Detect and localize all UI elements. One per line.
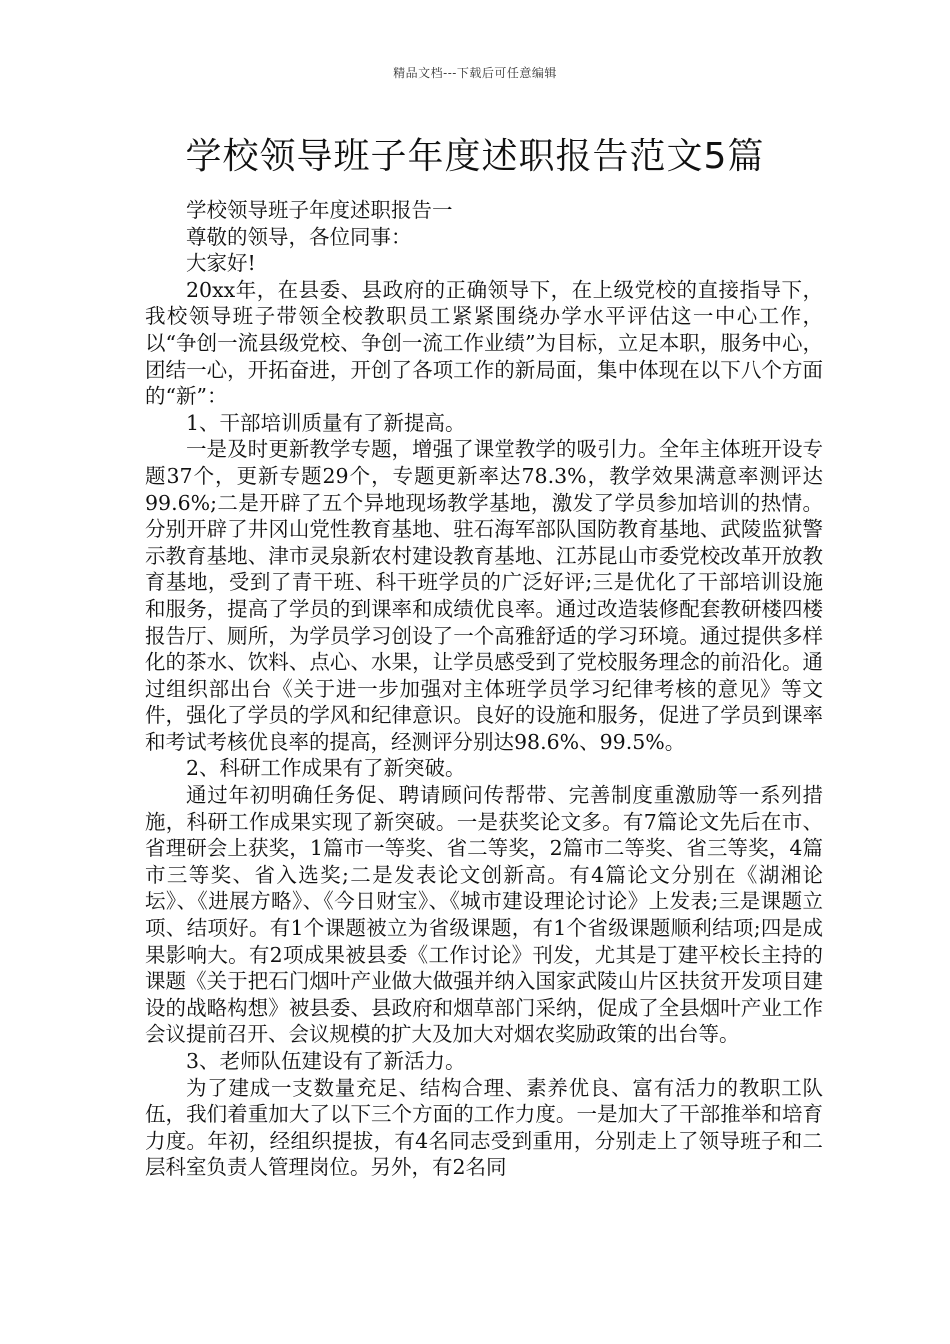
salutation: 尊敬的领导，各位同事： bbox=[186, 224, 412, 249]
page-header-note: 精品文档---下载后可任意编辑 bbox=[393, 66, 557, 80]
document-title: 学校领导班子年度述职报告范文5篇 bbox=[185, 136, 765, 177]
section-paragraph-1: 一是及时更新教学专题，增强了课堂教学的吸引力。全年主体班开设专题37个，更新专题29个，专题更新率达78.3%，教学效果满意率测评达99.6%;二是开辟了五个异地现场教学基地，激发了学员参加培训的热情。分别开辟了井冈山党性教育基地、驻石海军部队国防教育基地、武陵监狱警示教育基地、津市灵泉新农村建设教育基地、江苏昆山市委党校改革开放教育基地，受到了青干班、科干班学员的广泛好评;三是优化了干部培训设施和服务，提高了学员的到课率和成绩优良率。通过改造装修配套教研楼四楼报告厅、厕所，为学员学习创设了一个高雅舒适的学习环境。通过提供多样化的茶水、饮料、点心、水果，让学员感受到了党校服务理念的前沿化。通过组织部出台《关于进一步加强对主体班学员学习纪律考核的意见》等文件，强化了学员的学风和纪律意识。良好的设施和服务，促进了学员到课率和考试考核优良率的提高，经测评分别达98.6%、99.5%。 bbox=[145, 437, 823, 754]
section-paragraph-2: 通过年初明确任务促、聘请顾问传帮带、完善制度重激励等一系列措施，科研工作成果实现了新突破。一是获奖论文多。有7篇论文先后在市、省理研会上获奖，1篇市一等奖、省二等奖，2篇市二等奖、省三等奖，4篇市三等奖、省入选奖;二是发表论文创新高。有4篇论文分别在《湖湘论坛》、《进展方略》、《今日财宝》、《城市建设理论讨论》上发表;三是课题立项、结项好。有1个课题被立为省级课题，有1个省级课题顺利结项;四是成果影响大。有2项成果被县委《工作讨论》刊发，尤其是丁建平校长主持的课题《关于把石门烟叶产业做大做强并纳入国家武陵山片区扶贫开发项目建设的战略构想》被县委、县政府和烟草部门采纳，促成了全县烟叶产业工作会议提前召开、会议规模的扩大及加大对烟农奖励政策的出台等。 bbox=[145, 783, 823, 1047]
intro-paragraph: 20xx年，在县委、县政府的正确领导下，在上级党校的直接指导下，我校领导班子带领全校教职员工紧紧围绕办学水平评估这一中心工作，以“争创一流县级党校、争创一流工作业绩”为目标，立足本职，服务中心，团结一心，开拓奋进，开创了各项工作的新局面，集中体现在以下八个方面的“新”： bbox=[145, 277, 823, 409]
section-heading-3: 3、老师队伍建设有了新活力。 bbox=[186, 1049, 466, 1073]
section-paragraph-3: 为了建成一支数量充足、结构合理、素养优良、富有活力的教职工队伍，我们着重加大了以下三个方面的工作力度。一是加大了干部推举和培育力度。年初，经组织提拔，有4名同志受到重用，分别走上了领导班子和二层科室负责人管理岗位。另外，有2名同 bbox=[145, 1075, 823, 1180]
section-heading-2: 2、科研工作成果有了新突破。 bbox=[186, 756, 466, 781]
document-body bbox=[145, 197, 823, 1181]
greeting: 大家好! bbox=[186, 251, 256, 276]
section-heading-1: 1、干部培训质量有了新提高。 bbox=[186, 410, 466, 435]
report-subtitle: 学校领导班子年度述职报告一 bbox=[186, 198, 453, 222]
